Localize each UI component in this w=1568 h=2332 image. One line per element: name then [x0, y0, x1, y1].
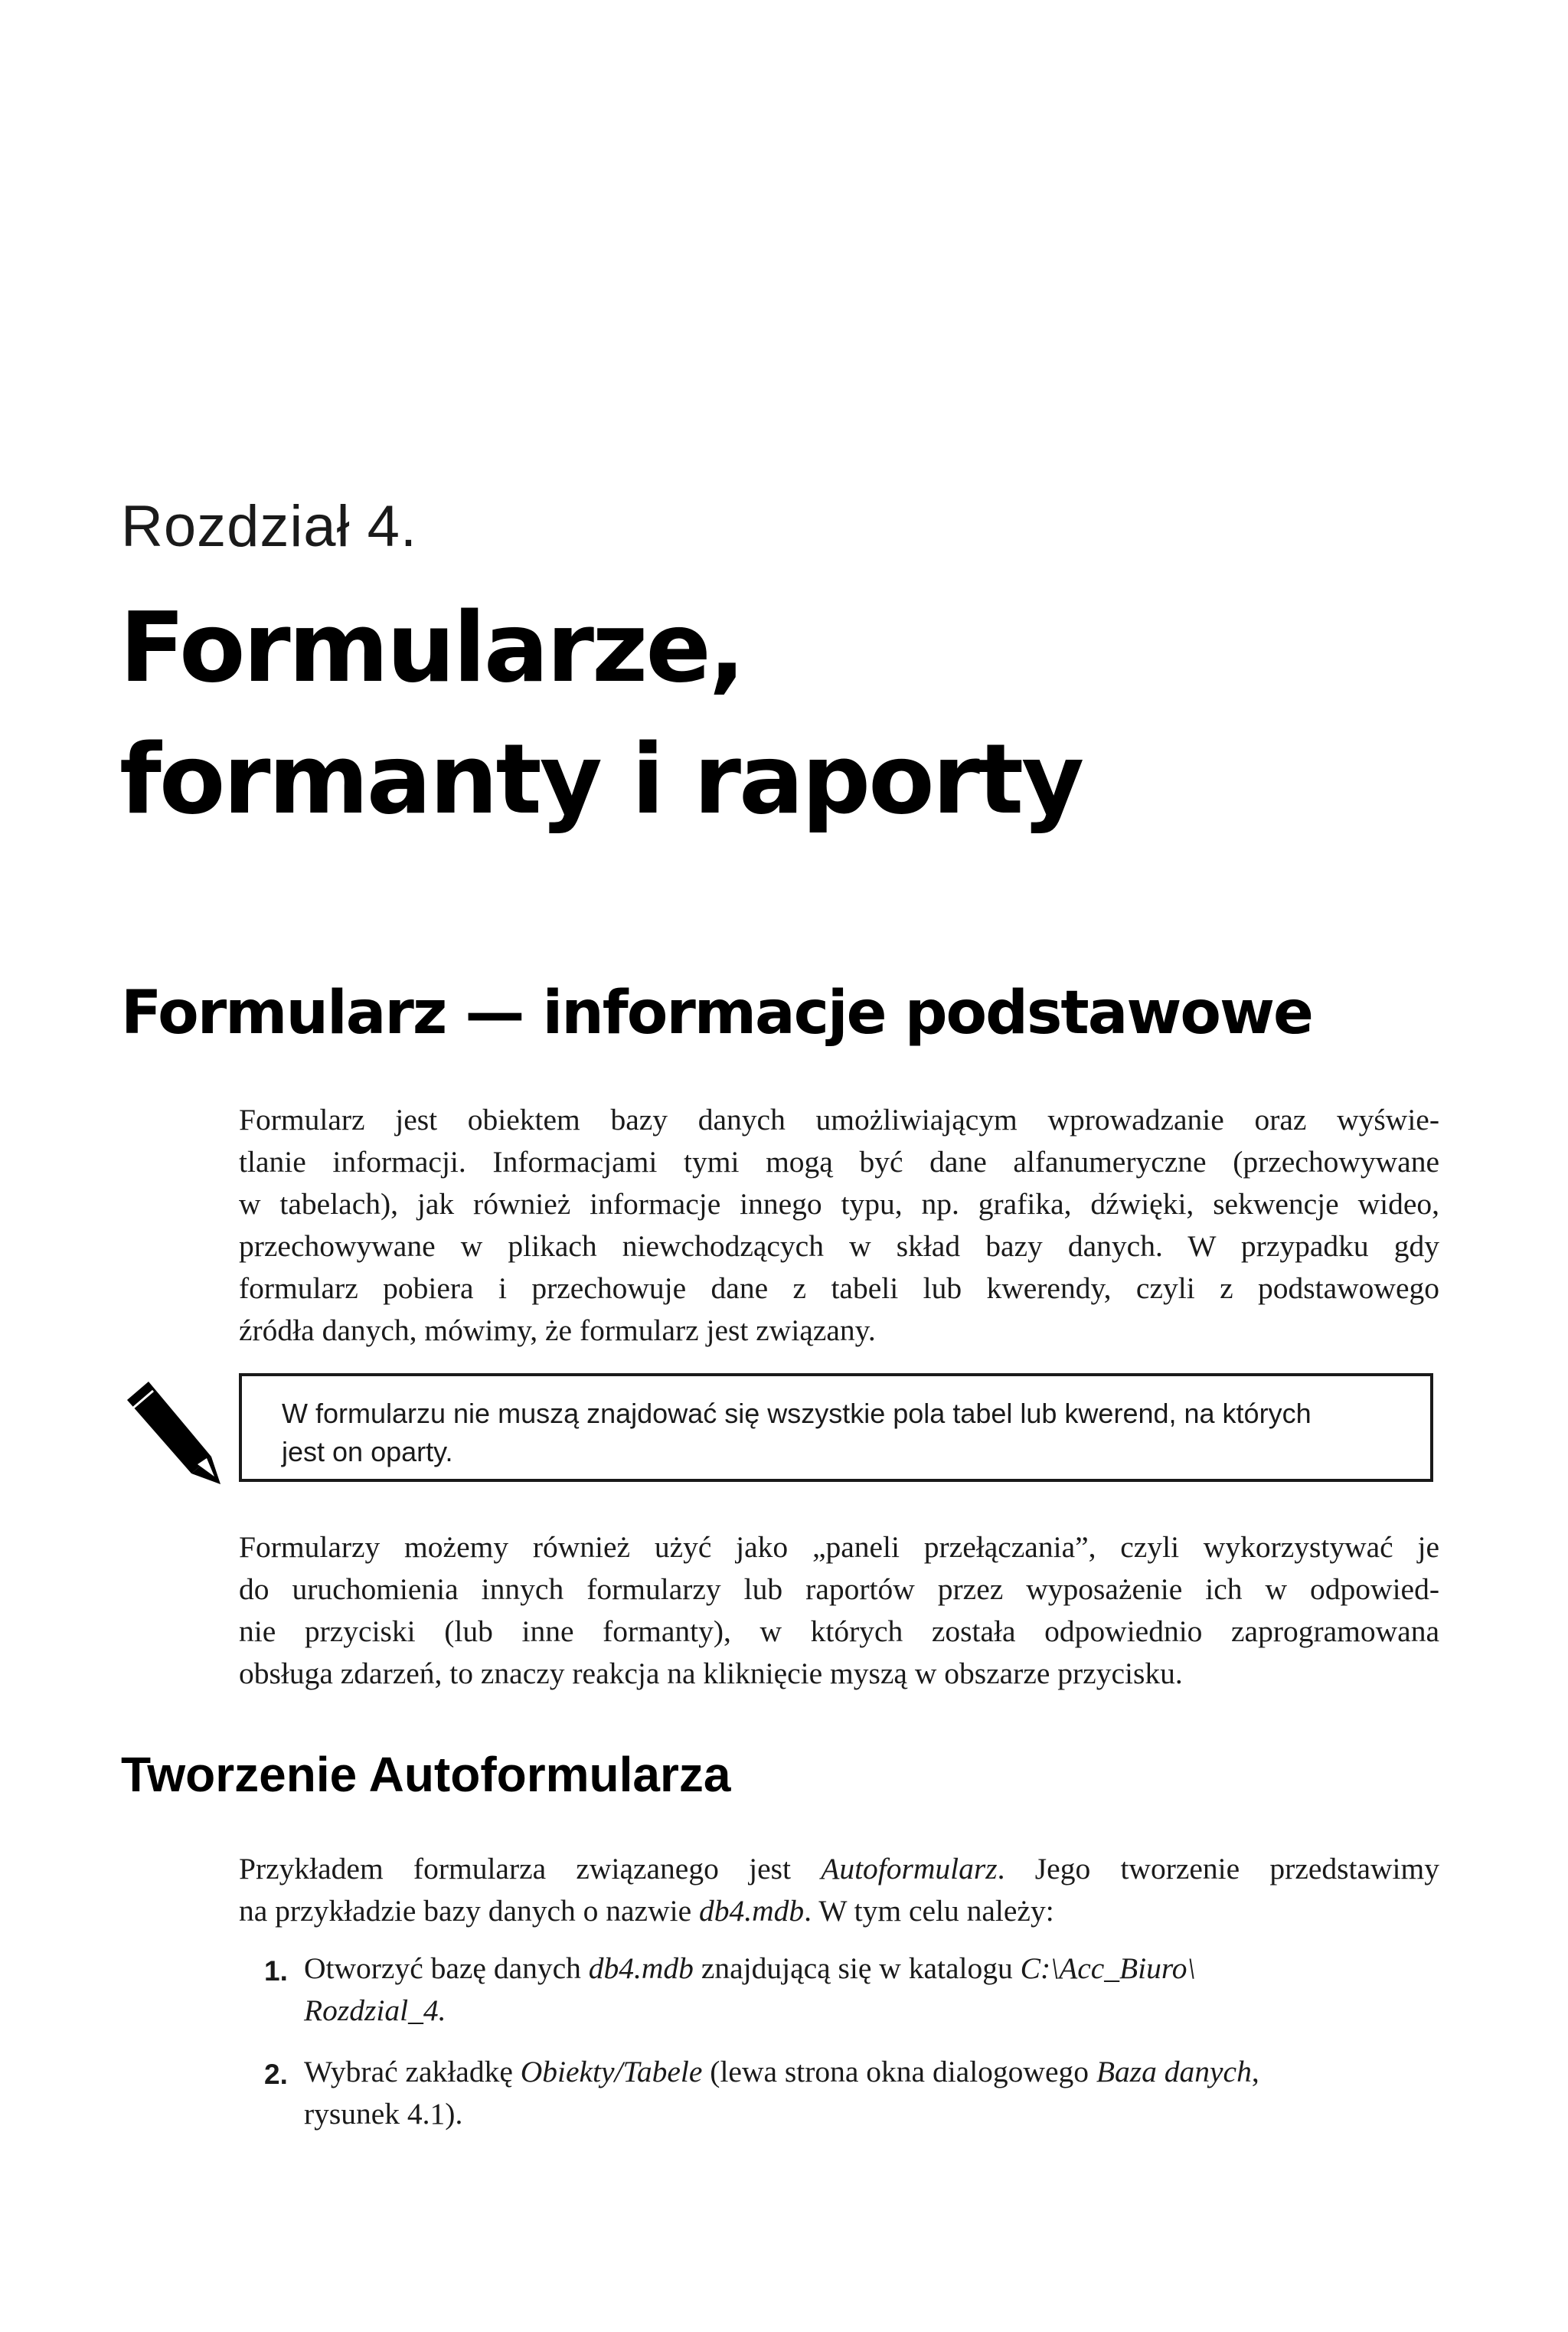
- paragraph-line: Formularz jest obiektem bazy danych umożliwiającym wprowadzanie oraz wyświe-: [239, 1103, 1439, 1137]
- paragraph-switchboards: [239, 1526, 1439, 1695]
- text-run: . W tym celu należy:: [804, 1894, 1054, 1928]
- paragraph-intro: [239, 1099, 1439, 1352]
- chapter-label: Rozdział 4.: [121, 494, 417, 559]
- text-run: Przykładem formularza związanego jest: [239, 1852, 822, 1886]
- text-run-italic: db4.mdb: [588, 1951, 694, 1985]
- paragraph-autoform-intro: [239, 1848, 1439, 1932]
- text-run: na przykładzie bazy danych o nazwie: [239, 1894, 699, 1928]
- paragraph-line: obsługa zdarzeń, to znaczy reakcja na kliknięcie myszą w obszarze przycisku.: [239, 1657, 1183, 1690]
- note-line: W formularzu nie muszą znajdować się wszystkie pola tabel lub kwerend, na których: [282, 1398, 1312, 1429]
- text-run: znajdującą się w katalogu: [693, 1951, 1021, 1985]
- paragraph-line: Formularzy możemy również użyć jako „paneli przełączania”, czyli wykorzystywać je: [239, 1530, 1439, 1564]
- paragraph-line: źródła danych, mówimy, że formularz jest związany.: [239, 1313, 876, 1347]
- paragraph-line: w tabelach), jak również informacje innego typu, np. grafika, dźwięki, sekwencje wideo,: [239, 1187, 1439, 1221]
- pencil-icon: [121, 1379, 220, 1486]
- note-text: [282, 1395, 1400, 1471]
- text-run-italic: db4.mdb: [699, 1894, 805, 1928]
- text-run: rysunek 4.1).: [304, 2097, 463, 2131]
- text-run: Wybrać zakładkę: [304, 2055, 521, 2088]
- paragraph-line: do uruchomienia innych formularzy lub raportów przez wyposażenie ich w odpowied-: [239, 1572, 1439, 1606]
- text-run-italic: .: [438, 1993, 446, 2027]
- paragraph-line: formularz pobiera i przechowuje dane z tabeli lub kwerendy, czyli z podstawowego: [239, 1271, 1439, 1305]
- list-item-text: [304, 1948, 1443, 2032]
- chapter-title-line-2: formanty i raporty: [119, 723, 1083, 836]
- text-run-italic: Autoformularz: [821, 1852, 998, 1886]
- paragraph-line: [239, 1848, 1439, 1890]
- paragraph-line: nie przyciski (lub inne formanty), w których została odpowiednio zaprogramowana: [239, 1614, 1439, 1648]
- note-line: jest on oparty.: [282, 1436, 453, 1467]
- list-number: 2.: [264, 2059, 288, 2090]
- paragraph-line: tlanie informacji. Informacjami tymi mogą być dane alfanumeryczne (przechowywane: [239, 1145, 1439, 1179]
- text-run-italic: Obiekty/Tabele: [520, 2055, 703, 2088]
- section-heading-autoform: Tworzenie Autoformularza: [121, 1747, 731, 1802]
- list-number: 1.: [264, 1955, 288, 1987]
- section-heading-basics: Formularz — informacje podstawowe: [121, 979, 1312, 1048]
- paragraph-line: [239, 1890, 1439, 1932]
- text-run: Otworzyć bazę danych: [304, 1951, 589, 1985]
- text-run: (lewa strona okna dialogowego: [702, 2055, 1096, 2088]
- list-item-text: [304, 2051, 1443, 2135]
- list-line: [304, 1990, 1443, 2032]
- text-run-italic: Rozdzial_4: [304, 1993, 439, 2027]
- chapter-title-line-1: Formularze,: [119, 591, 743, 704]
- chapter-title: [119, 582, 1082, 845]
- text-run: . Jego tworzenie przedstawimy: [997, 1852, 1439, 1886]
- text-run-italic: C:\Acc_Biuro\: [1020, 1951, 1196, 1985]
- list-line: [304, 2093, 1443, 2135]
- list-line: [304, 1948, 1443, 1990]
- paragraph-line: przechowywane w plikach niewchodzących w skład bazy danych. W przypadku gdy: [239, 1229, 1439, 1263]
- note-box: [239, 1373, 1433, 1482]
- list-line: [304, 2051, 1443, 2093]
- text-run-italic: Baza danych: [1096, 2055, 1252, 2088]
- text-run: ,: [1251, 2055, 1259, 2088]
